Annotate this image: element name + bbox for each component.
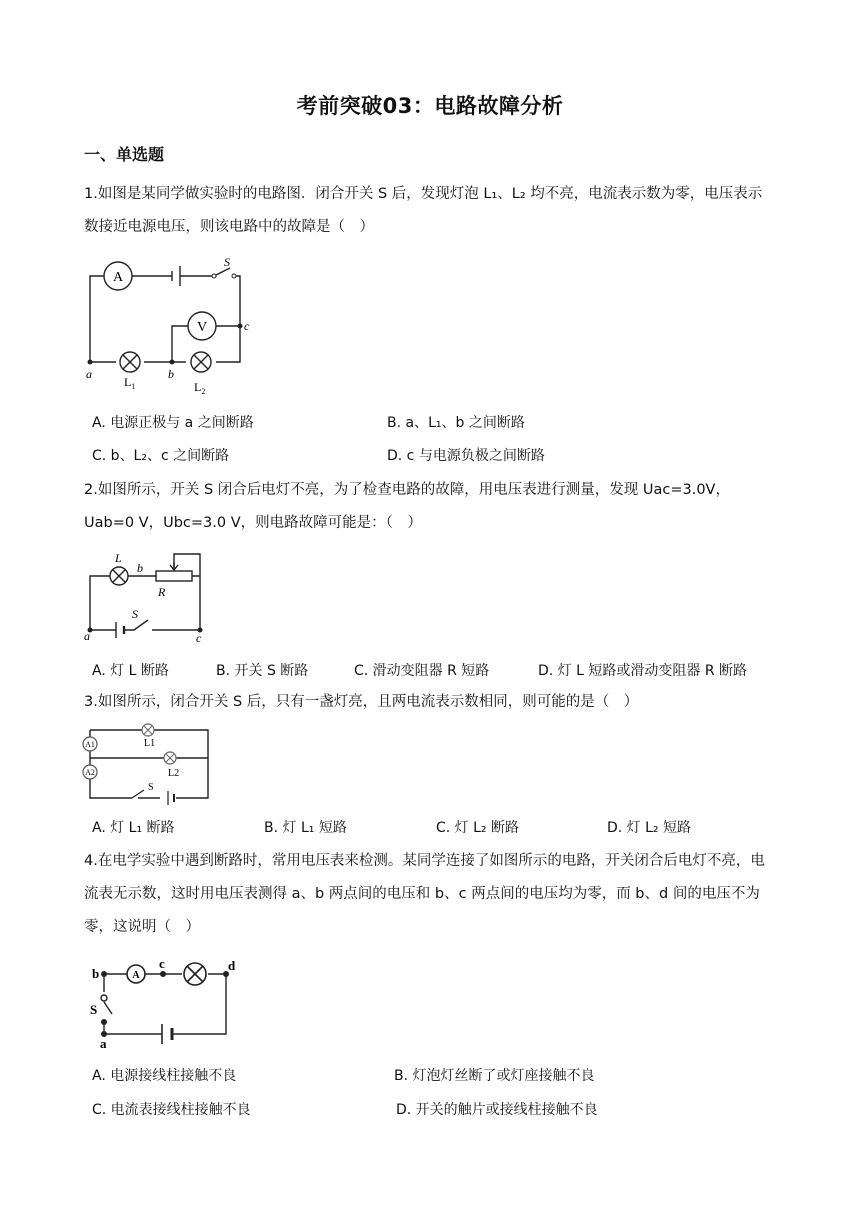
point-b-label: b — [137, 561, 143, 575]
switch-label: S — [90, 1002, 98, 1017]
question-2-circuit-figure — [84, 548, 214, 645]
q3-option-c[interactable]: C. 灯 L₂ 断路 — [436, 820, 519, 836]
question-3-circuit-figure — [82, 722, 216, 808]
point-b-label: b — [92, 966, 100, 981]
question-4-text: 4.在电学实验中遇到断路时，常用电压表来检测。某同学连接了如图所示的电路，开关闭合后电灯不亮，电流表无示数，这时用电压表测得 a、b 两点间的电压和 b、c 两点间的电压均为零，而 b、d 间的电压不为零，这说明（ ） — [84, 853, 765, 935]
ammeter-label: A — [112, 270, 124, 285]
lamp-l1-label: L1 — [144, 738, 156, 749]
lamp-l2-label: L2 — [168, 768, 180, 779]
q1-option-c[interactable]: C. b、L₂、c 之间断路 — [92, 448, 230, 464]
q1-option-a[interactable]: A. 电源正极与 a 之间断路 — [92, 415, 254, 431]
question-2-text: 2.如图所示，开关 S 闭合后电灯不亮，为了检查电路的故障，用电压表进行测量，发现 Uac=3.0V，Uab=0 V，Ubc=3.0 V，则电路故障可能是：（ ） — [84, 482, 730, 531]
q3-option-a[interactable]: A. 灯 L₁ 断路 — [92, 820, 175, 836]
point-b-label: b — [168, 367, 174, 381]
point-d-label: d — [228, 958, 236, 973]
q2-option-c[interactable]: C. 滑动变阻器 R 短路 — [354, 663, 490, 679]
page-title: 考前突破03：电路故障分析 — [296, 94, 564, 118]
q3-option-d[interactable]: D. 灯 L₂ 短路 — [607, 820, 691, 836]
q1-option-b[interactable]: B. a、L₁、b 之间断路 — [387, 415, 525, 431]
voltmeter-label: V — [196, 320, 208, 335]
lamp-label: L — [115, 551, 122, 565]
resistor-label: R — [158, 585, 166, 599]
lamp-l1-label: $L_1$ — [124, 375, 136, 391]
point-c-label: c — [196, 631, 202, 645]
point-c-label: c — [159, 956, 165, 971]
q4-option-d[interactable]: D. 开关的触片或接线柱接触不良 — [396, 1102, 598, 1118]
question-3-text: 3.如图所示，闭合开关 S 后，只有一盏灯亮，且两电流表示数相同，则可能的是（ ） — [84, 694, 639, 710]
q2-option-d[interactable]: D. 灯 L 短路或滑动变阻器 R 断路 — [538, 663, 748, 679]
q4-option-c[interactable]: C. 电流表接线柱接触不良 — [92, 1102, 251, 1118]
q1-option-d[interactable]: D. c 与电源负极之间断路 — [387, 448, 545, 464]
q2-option-b[interactable]: B. 开关 S 断路 — [216, 663, 309, 679]
question-1-circuit-figure — [84, 254, 264, 394]
question-1-text: 1.如图是某同学做实验时的电路图．闭合开关 S 后，发现灯泡 L₁、L₂ 均不亮，电流表示数为零，电压表示数接近电源电压，则该电路中的故障是（ ） — [84, 186, 763, 235]
ammeter-label: A — [132, 970, 140, 981]
ammeter-a2-label: A2 — [85, 768, 95, 777]
switch-label: S — [132, 607, 138, 621]
point-a-label: a — [86, 367, 92, 381]
point-c-label: c — [244, 319, 250, 333]
point-a-label: a — [84, 629, 90, 643]
switch-label: S — [224, 255, 230, 269]
section-heading: 一、单选题 — [84, 145, 165, 164]
ammeter-a1-label: A1 — [85, 740, 95, 749]
question-4-circuit-figure — [82, 952, 242, 1051]
q2-option-a[interactable]: A. 灯 L 断路 — [92, 663, 169, 679]
q4-option-a[interactable]: A. 电源接线柱接触不良 — [92, 1068, 237, 1084]
q4-option-b[interactable]: B. 灯泡灯丝断了或灯座接触不良 — [394, 1068, 595, 1084]
point-a-label: a — [100, 1036, 107, 1051]
switch-label: S — [148, 782, 154, 793]
q3-option-b[interactable]: B. 灯 L₁ 短路 — [264, 820, 347, 836]
lamp-l2-label: $L_2$ — [194, 380, 206, 396]
